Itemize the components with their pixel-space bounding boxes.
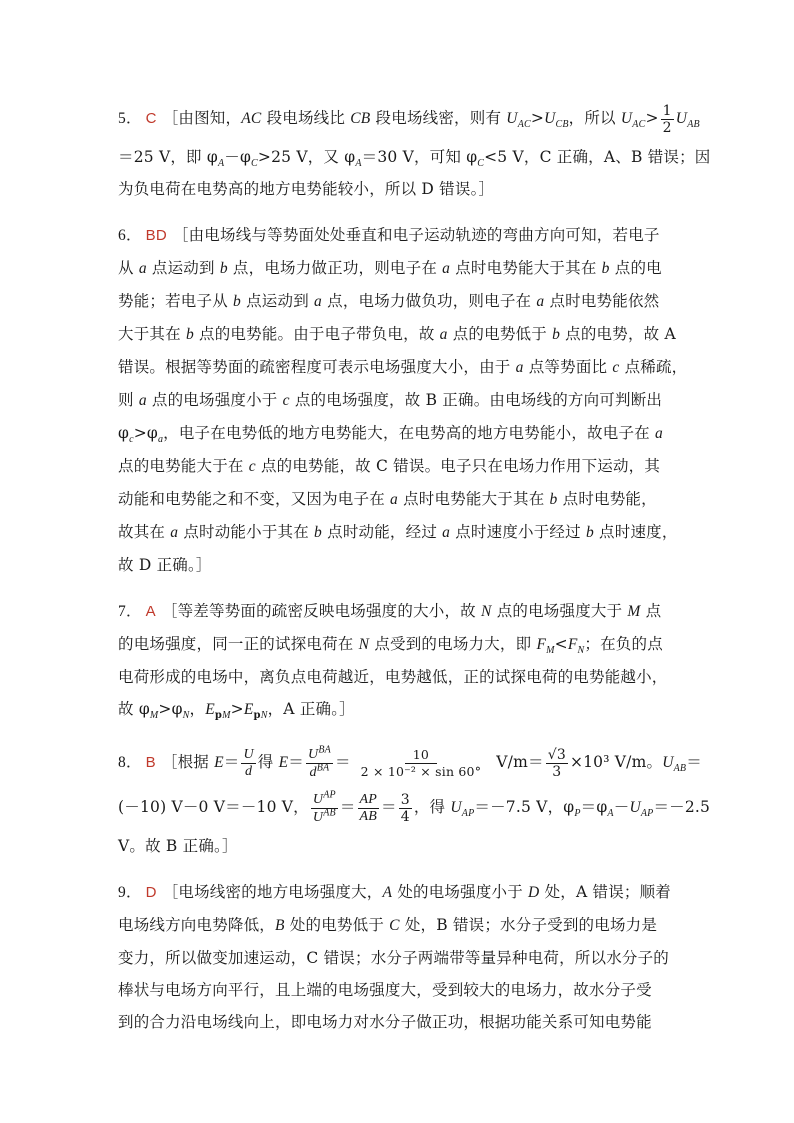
q6-line-3: 势能；若电子从 b 点运动到 a 点，电场力做负功，则电子在 a 点时电势能依然 [118,292,660,310]
q8-line-2: (－10) V－0 V＝－10 V， $\frac{U^{AP}}{U^{AB}}$ ＝ $\frac{AP}{AB}$ ＝ $\frac{3}{4}$ ，得 $U_{AP}=-7.5$ V，$\varphi_P=\varphi_A-U_{AP}=-2.5$ [118,788,711,825]
q6-line-5: 错误。根据等势面的疏密程度可表示电场强度大小，由于 a 点等势面比 c 点稀疏， [118,358,688,376]
q8-line-3: V。故 B 正确。］ [118,837,238,855]
fraction: $\frac{10}{\text{2 × 10⁻² × sin 60°}}$ [360,746,482,779]
q6-line-9: 动能和电势能之和不变，又因为电子在 a 点时电势能大于其在 b 点时电势能， [118,490,657,508]
q6-line-4: 大于其在 b 点的电势能。由于电子带负电，故 a 点的电势低于 b 点的电势，故 A [118,325,676,343]
q7-line-2: 的电场强度，同一正的试探电荷在 N 点受到的电场力大，即 $F_M<F_N$；在负的点 [118,635,663,657]
fraction: $\frac{3}{4}$ [400,791,410,825]
q6-line-11: 故 D 正确。］ [118,556,212,574]
fraction: $\frac{U^{AP}}{U^{AB}}$ [312,788,336,825]
answer-letter: C [145,110,157,127]
q6-line-10: 故其在 a 点时动能小于其在 b 点时动能，经过 a 点时速度小于经过 b 点时速度， [118,523,678,541]
q9-line-1: 9． D ［电场线密的地方电场强度大，A 处的电场强度小于 D 处，A 错误；顺着 [118,883,672,901]
answer-letter: B [145,754,156,771]
q5-line-2: ＝25 V，即 $\varphi_A-\varphi_C>25$ V，又 $\varphi_A=30$ V，可知 $\varphi_C<5$ V，C 正确，A、B 错误；因 [118,148,711,170]
fraction: $\frac{U}{d}$ [243,746,254,779]
fraction: $\frac{√3}{3}$ [547,746,566,780]
answer-item-6 [118,219,688,581]
answer-letter: A [145,603,156,620]
q7-line-1: 7． A ［等差等势面的疏密反映电场强度的大小，故 N 点的电场强度大于 M 点 [118,602,662,620]
answer-letter: BD [145,227,167,244]
q9-line-5: 到的合力沿电场线向上，即电场力对水分子做正功，根据功能关系可知电势能 [118,1013,652,1031]
q5-line-1: 5． C ［由图知，AC 段电场线比 CB 段电场线密，则有 $U_{AC}>U_{CB}$，所以 $U_{AC}>$ $\frac{1}{2}$ $U_{AB}$ [118,102,700,136]
fraction: $\frac{U^{BA}}{d^{BA}}$ [308,743,331,780]
q9-line-4: 棒状与电场方向平行，且上端的电场强度大，受到较大的电场力，故水分子受 [118,981,652,999]
answer-letter: D [145,884,157,901]
q6-line-1: 6． BD ［由电场线与等势面处处垂直和电子运动轨迹的弯曲方向可知，若电子 [118,226,660,244]
q8-line-1: 8． B ［根据 E＝ $\frac{U}{d}$ 得 E＝ $\frac{U^{BA}}{d^{BA}}$ ＝ $\frac{10}{\text{2 × 10⁻² × sin 60°}}$ V/m＝ $\frac{√3}{3}$ ×10³ V/m。$U_{AB}=$ [118,743,702,780]
answer-item-8 [118,740,711,862]
q6-line-7: $\varphi_c>\varphi_a$，电子在电势低的地方电势能大，在电势高的地方电势能小，故电子在 a [118,424,663,446]
q6-line-2: 从 a 点运动到 b 点，电场力做正功，则电子在 a 点时电势能大于其在 b 点的电 [118,259,662,277]
q9-line-3: 变力，所以做变加速运动，C 错误；水分子两端带等量异种电荷，所以水分子的 [118,949,669,967]
q7-line-3: 电荷形成的电场中，离负点电荷越近，电势越低，正的试探电荷的电势能越小， [118,668,668,686]
fraction: $\frac{AP}{AB}$ [359,791,378,824]
answer-item-7 [118,595,678,726]
q6-line-8: 点的电势能大于在 c 点的电势能，故 C 错误。电子只在电场力作用下运动，其 [118,457,661,475]
fraction: $\frac{1}{2}$ [662,102,672,136]
q7-line-4: 故 $\varphi_M>\varphi_N$，$E_{pM}>E_{pN}$，A 正确。］ [118,700,355,722]
answer-page [118,96,711,1052]
q5-line-3: 为负电荷在电势高的地方电势能较小，所以 D 错误。］ [118,180,495,198]
answer-item-5 [118,96,711,205]
answer-item-9 [118,876,678,1038]
q6-line-6: 则 a 点的电场强度小于 c 点的电场强度，故 B 正确。由电场线的方向可判断出 [118,391,663,409]
q9-line-2: 电场线方向电势降低，B 处的电势低于 C 处，B 错误；水分子受到的电场力是 [118,916,658,934]
